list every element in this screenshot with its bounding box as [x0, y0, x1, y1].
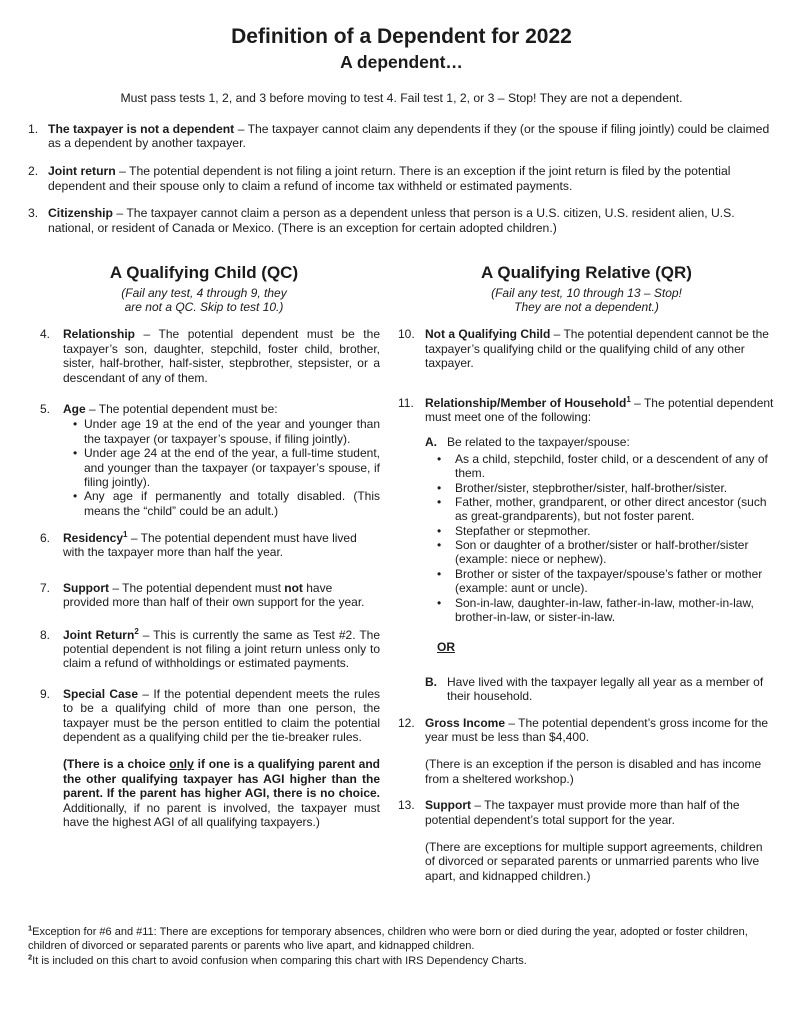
test-text [48, 122, 771, 151]
test-description: – The taxpayer cannot claim a person as a dependent unless that person is a U.S. citizen, U.S. resident alien, U.S. national, or resident of Canada or Mexico. (There is an exception for certain adopted children.) [48, 206, 735, 236]
qr-subheader-line1: (Fail any test, 10 through 13 – Stop! [491, 286, 682, 301]
item-description: – The potential dependent must be the taxpayer’s son, daughter, stepchild, foster child, brother, sister, half-brother, half-sister, stepbrother, stepsister, or a descendant of any of them. [63, 327, 380, 385]
test-description: – The taxpayer cannot claim any dependents if they (or the spouse if filing jointly) could be claimed as a dependent by another taxpayer. [48, 121, 770, 151]
intro-text: Must pass tests 1, 2, and 3 before moving to test 4. Fail test 1, 2, or 3 – Stop! They are not a dependent. [120, 91, 683, 106]
relative-bullet-sibling: • Brother/sister, stepbrother/sister, half-brother/sister. [425, 481, 775, 495]
or-divider [437, 640, 775, 654]
qc-subheader [28, 286, 380, 314]
item-text [63, 327, 380, 385]
item-text [425, 396, 775, 704]
item-label: Not a Qualifying Child [425, 327, 551, 342]
item-lead [63, 402, 380, 416]
test-item-2 [28, 164, 771, 193]
emphasis-only: only [169, 757, 194, 772]
footnote-1 [28, 925, 775, 954]
relative-bullet-child: • As a child, stepchild, foster child, or a descendent of any of them. [425, 452, 775, 481]
qc-subheader-line2: are not a QC. Skip to test 10.) [124, 300, 284, 315]
option-text: Have lived with the taxpayer legally all year as a member of their household. [447, 674, 764, 704]
item-description: – The potential dependent cannot be the taxpayer’s qualifying child or the qualifying child of any other taxpayer. [425, 327, 769, 371]
item-text [63, 531, 380, 560]
item-description: – The potential dependent must have lived with the taxpayer more than half the year. [63, 531, 357, 560]
support-note: (There are exceptions for multiple support agreements, children of divorced or separated parents or unmarried parents who live apart, and kidnapped children.) [425, 839, 763, 883]
footnote-1-marker: 1 [28, 923, 33, 933]
footnote-1-text: Exception for #6 and #11: There are exceptions for temporary absences, children who were born or died during the year, adopted or foster children, children of divorced or separated parents or parents who live apart, and kidnapped children. [28, 926, 748, 953]
qc-header: A Qualifying Child (QC) [109, 262, 299, 282]
item-number: 6. [40, 531, 51, 546]
item-text [425, 716, 775, 787]
item-number: 4. [40, 327, 51, 342]
item-number: 9. [40, 686, 51, 701]
qr-item-10-not-qualifying-child [398, 327, 775, 370]
item-label: Support [63, 580, 109, 595]
relative-bullet-list [425, 452, 775, 625]
item-label-text: Joint Return [63, 627, 135, 642]
item-text [425, 798, 775, 883]
item-lead [425, 396, 775, 425]
test-item-3 [28, 206, 771, 235]
item-label-text: Residency [63, 531, 124, 546]
item-text [425, 327, 775, 370]
item-lead [425, 716, 775, 745]
item-description: – If the potential dependent meets the rules to be a qualifying child of more than one person, the taxpayer must be the person entitled to claim the potential dependent as a qualifying child per the tie-breaker rules. [63, 686, 380, 744]
qualifying-child-column [28, 249, 380, 899]
test-number: 1. [28, 121, 39, 136]
two-column-section [28, 249, 775, 899]
test-description: – The potential dependent is not filing a joint return. There is an exception if the joint return is filed by the potential dependent and their spouse only to claim a refund of income tax withheld or estimated payments. [48, 164, 731, 193]
item-label [63, 531, 127, 545]
relative-bullet-niece-nephew: • Son or daughter of a brother/sister or half-brother/sister (example: niece or nephew). [425, 538, 775, 567]
qc-tiebreaker-note [63, 757, 380, 829]
footnote-marker-1: 1 [123, 530, 128, 540]
page-subtitle: A dependent… [340, 52, 463, 73]
note-text: if one is a qualifying parent and the other qualifying taxpayer has AGI higher than the parent. If the parent has higher AGI, there is no choice. [63, 757, 380, 801]
footnotes-section [28, 925, 775, 968]
age-bullet-list [63, 417, 380, 518]
option-letter: A. [425, 435, 437, 450]
test-number: 3. [28, 206, 39, 221]
item-number: 5. [40, 401, 51, 416]
or-label: OR [437, 640, 455, 655]
age-bullet-under-24: • Under age 24 at the end of the year, a full-time student, and younger than the taxpayer (or taxpayer’s spouse, if filing jointly). [63, 446, 380, 489]
item-description: have provided more than half of their own support for the year. [63, 580, 365, 610]
item-lead [425, 798, 775, 827]
note-text: (There is a choice [63, 757, 170, 772]
item-label: Relationship [63, 327, 136, 342]
item-label [425, 396, 631, 410]
test-label: The taxpayer is not a dependent [48, 121, 235, 136]
test-label: Citizenship [48, 206, 114, 221]
test-number: 2. [28, 164, 39, 179]
relative-bullet-ancestor: • Father, mother, grandparent, or other direct ancestor (such as great-grandparents), but not foster parent. [425, 495, 775, 524]
qr-subheader-line2: They are not a dependent.) [514, 300, 659, 315]
item-text [63, 628, 380, 671]
page-title: Definition of a Dependent for 2022 [231, 25, 572, 48]
item-description: – The potential dependent must [109, 580, 285, 595]
qr-item-13-support [398, 798, 775, 883]
item-label: Gross Income [425, 715, 506, 730]
qc-item-4-relationship [28, 327, 380, 385]
age-bullet-disabled: • Any age if permanently and totally disabled. (This means the “child” could be an adult.) [63, 489, 380, 518]
gross-income-note: (There is an exception if the person is disabled and has income from a sheltered workshop.) [425, 757, 762, 786]
age-bullet-under-19: • Under age 19 at the end of the year and younger than the taxpayer (or taxpayer’s spouse, if filing jointly). [63, 417, 380, 446]
qc-subheader-line1: (Fail any test, 4 through 9, they [121, 286, 287, 301]
relative-bullet-aunt-uncle: • Brother or sister of the taxpayer/spouse’s father or mother (example: aunt or uncle). [425, 567, 775, 596]
test-item-1 [28, 122, 771, 151]
item-description: – The taxpayer must provide more than half of the potential dependent’s total support for the year. [425, 798, 740, 827]
tests-1-3-section [28, 122, 771, 236]
relative-bullet-in-laws: • Son-in-law, daughter-in-law, father-in-law, mother-in-law, brother-in-law, or sister-in-law. [425, 596, 775, 625]
footnote-marker-2: 2 [134, 626, 139, 636]
test-text [48, 164, 771, 193]
item-number: 10. [398, 327, 415, 342]
item-description: – The potential dependent must meet one of the following: [425, 395, 774, 424]
test-label: Joint return [48, 164, 116, 179]
item-label: Special Case [63, 686, 139, 701]
test-text [48, 206, 771, 235]
qr-item-12-gross-income [398, 716, 775, 787]
item-description: – This is currently the same as Test #2. The potential dependent is not filing a joint return unless only to claim a refund of withholdings or estimated payments. [63, 627, 380, 671]
qc-item-8-joint-return [28, 628, 380, 671]
qr-header: A Qualifying Relative (QR) [481, 262, 692, 282]
item-description: – The potential dependent must be: [85, 401, 278, 416]
note-normal-part: Additionally, if no parent is involved, the taxpayer must have the highest AGI of all qualifying taxpayers.) [63, 800, 380, 829]
item-label [63, 628, 139, 642]
item-number: 13. [398, 798, 415, 813]
emphasis-not: not [284, 580, 303, 595]
item-number: 7. [40, 580, 51, 595]
option-letter: B. [425, 674, 437, 689]
qc-item-5-age [28, 402, 380, 518]
item-text [63, 581, 380, 610]
qr-subheader [398, 286, 775, 314]
note-bold-part [63, 757, 380, 800]
qc-item-9-special-case [28, 687, 380, 745]
option-text: Be related to the taxpayer/spouse: [447, 435, 630, 450]
item-label: Support [425, 798, 471, 813]
relative-bullet-stepparent: • Stepfather or stepmother. [425, 524, 775, 538]
footnote-2-marker: 2 [28, 952, 33, 962]
item-label-text: Relationship/Member of Household [425, 395, 627, 410]
item-label: Age [63, 401, 86, 416]
item-number: 11. [398, 395, 414, 410]
footnote-2-text: It is included on this chart to avoid confusion when comparing this chart with IRS Dependency Charts. [32, 954, 527, 967]
item-number: 12. [398, 715, 415, 730]
footnote-marker-1: 1 [626, 394, 631, 404]
household-option-b [425, 675, 775, 704]
item-description: – The potential dependent’s gross income for the year must be less than $4,400. [425, 715, 769, 744]
footnote-2 [28, 954, 775, 968]
qc-item-6-residency [28, 531, 380, 560]
item-text [63, 402, 380, 518]
qualifying-relative-column [398, 249, 775, 899]
household-options [425, 435, 775, 703]
qr-item-11-relationship-household [398, 396, 775, 704]
item-text [63, 687, 380, 745]
qc-item-7-support [28, 581, 380, 610]
household-option-a [425, 435, 775, 449]
item-number: 8. [40, 627, 51, 642]
